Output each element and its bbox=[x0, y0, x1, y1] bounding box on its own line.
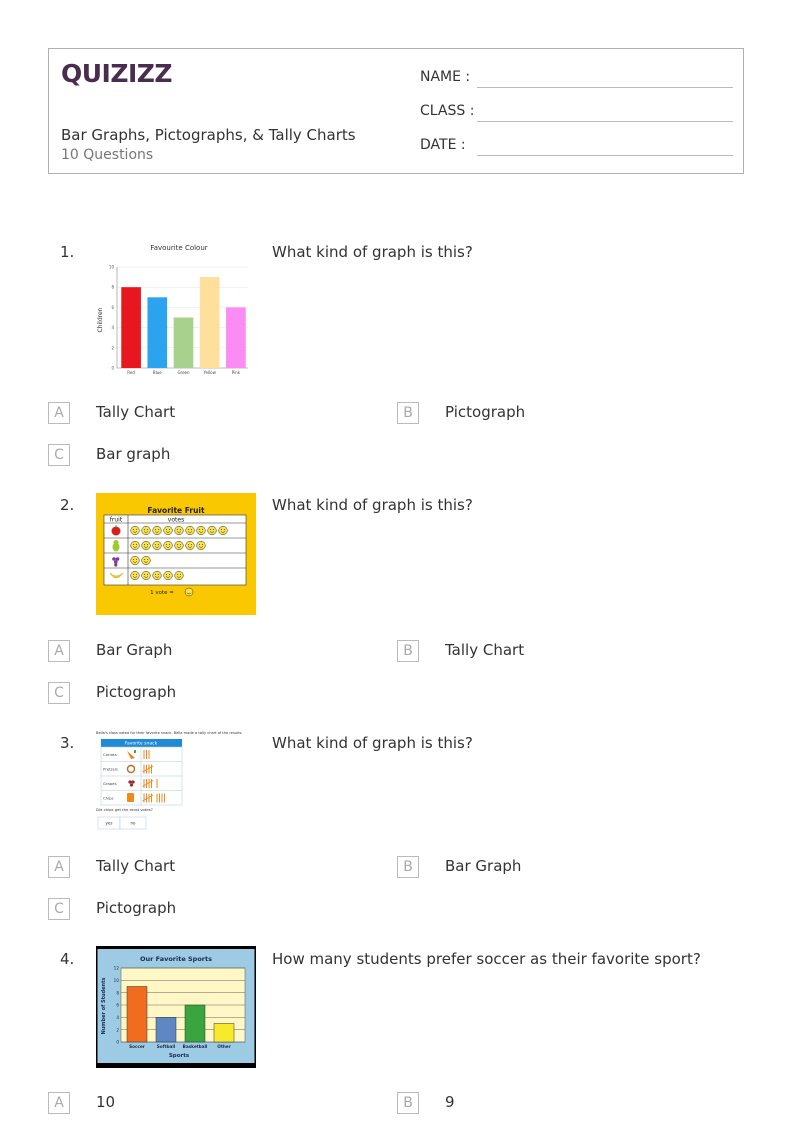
smiley-pear bbox=[164, 541, 173, 550]
name-label: NAME : bbox=[420, 69, 471, 85]
smiley-banana bbox=[142, 571, 151, 580]
chart-title: Favourite Colour bbox=[150, 244, 208, 252]
option-text: Tally Chart bbox=[96, 857, 176, 875]
option-text: Bar Graph bbox=[96, 641, 173, 659]
snack-label: Pretzels bbox=[103, 766, 118, 772]
fruit-column-header: fruit bbox=[109, 516, 123, 524]
option-letter: C bbox=[48, 444, 70, 466]
y-tick-label: 6 bbox=[111, 304, 114, 310]
y-tick-label: 0 bbox=[111, 365, 114, 371]
smiley-pear bbox=[142, 541, 151, 550]
bar-other bbox=[214, 1024, 234, 1043]
x-tick-label: Pink bbox=[231, 370, 241, 375]
chart-our-favorite-sports bbox=[96, 946, 256, 1068]
option-letter: C bbox=[48, 682, 70, 704]
option-text: Tally Chart bbox=[96, 403, 176, 421]
option-letter: B bbox=[397, 402, 419, 424]
bar-yellow bbox=[200, 277, 220, 368]
tally-caption: Bella's class voted for their favorite snack. Bella made a tally chart of the results. bbox=[96, 731, 243, 735]
snack-label: Chips bbox=[103, 795, 114, 801]
question-number: 2. bbox=[60, 496, 75, 514]
pictograph-favorite-fruit bbox=[96, 493, 256, 615]
y-tick-label: 12 bbox=[113, 965, 119, 971]
bar-pink bbox=[226, 307, 246, 368]
option-text: Pictograph bbox=[96, 899, 177, 917]
smiley-apple bbox=[197, 526, 206, 535]
snack-label: Grapes bbox=[103, 781, 117, 786]
question-text: What kind of graph is this? bbox=[272, 734, 473, 752]
smiley-pear bbox=[131, 541, 140, 550]
bar-red bbox=[121, 287, 141, 368]
question-number: 4. bbox=[60, 950, 75, 968]
option-letter: B bbox=[397, 1092, 419, 1114]
answer-no: no bbox=[130, 820, 136, 826]
y-tick-label: 6 bbox=[116, 1002, 119, 1008]
smiley-apple bbox=[153, 526, 162, 535]
option-text: 10 bbox=[96, 1093, 116, 1111]
tally-question: Did chips get the most votes? bbox=[96, 807, 153, 812]
option-letter: A bbox=[48, 640, 70, 662]
option-letter: A bbox=[48, 1092, 70, 1114]
option-text: Pictograph bbox=[96, 683, 177, 701]
smiley-banana bbox=[175, 571, 184, 580]
y-tick-label: 2 bbox=[116, 1027, 119, 1033]
smiley-pear bbox=[153, 541, 162, 550]
snack-label: Carrots bbox=[103, 752, 117, 757]
bar-green bbox=[174, 318, 194, 369]
smiley-apple bbox=[186, 526, 195, 535]
question-number: 3. bbox=[60, 734, 75, 752]
date-label: DATE : bbox=[420, 137, 466, 153]
smiley-apple bbox=[142, 526, 151, 535]
x-tick-label: Green bbox=[177, 370, 190, 375]
bar-softball bbox=[156, 1017, 176, 1042]
y-tick-label: 0 bbox=[116, 1039, 119, 1045]
pictograph-title: Favorite Fruit bbox=[147, 506, 205, 515]
class-label: CLASS : bbox=[420, 103, 475, 119]
smiley-grapes bbox=[142, 556, 151, 565]
question-text: What kind of graph is this? bbox=[272, 243, 473, 261]
y-axis-label: Number of Students bbox=[101, 977, 107, 1035]
date-line bbox=[477, 155, 733, 156]
y-tick-label: 10 bbox=[108, 264, 114, 270]
bar-basketball bbox=[185, 1005, 205, 1042]
option-text: 9 bbox=[445, 1093, 455, 1111]
y-tick-label: 8 bbox=[111, 284, 114, 290]
x-tick-label: Basketball bbox=[182, 1044, 208, 1049]
x-axis-label: Sports bbox=[168, 1053, 190, 1059]
x-tick-label: Softball bbox=[156, 1044, 176, 1049]
question-text: What kind of graph is this? bbox=[272, 496, 473, 514]
smiley-apple bbox=[164, 526, 173, 535]
bar-blue bbox=[147, 297, 167, 368]
y-tick-label: 8 bbox=[116, 990, 119, 996]
x-tick-label: Other bbox=[217, 1044, 231, 1049]
quizizz-logo: QUIZIZZ bbox=[61, 59, 173, 88]
question-number: 1. bbox=[60, 243, 75, 261]
class-line bbox=[477, 121, 733, 122]
votes-column-header: votes bbox=[167, 516, 185, 524]
y-tick-label: 10 bbox=[113, 977, 119, 983]
smiley-apple bbox=[219, 526, 228, 535]
chips-icon bbox=[127, 793, 134, 802]
option-letter: C bbox=[48, 898, 70, 920]
smiley-banana bbox=[164, 571, 173, 580]
smiley-apple bbox=[131, 526, 140, 535]
x-tick-label: Red bbox=[127, 370, 135, 375]
smiley-banana bbox=[153, 571, 162, 580]
option-text: Bar Graph bbox=[445, 857, 522, 875]
question-text: How many students prefer soccer as their favorite sport? bbox=[272, 950, 701, 968]
smiley-apple bbox=[175, 526, 184, 535]
x-tick-label: Blue bbox=[152, 370, 162, 375]
bar-soccer bbox=[127, 987, 147, 1043]
smiley-icon bbox=[185, 588, 193, 596]
tally-chart-favorite-snack bbox=[96, 729, 258, 833]
option-letter: B bbox=[397, 640, 419, 662]
answer-yes: yes bbox=[105, 820, 113, 826]
chart-title: Our Favorite Sports bbox=[140, 955, 212, 963]
y-tick-label: 2 bbox=[111, 345, 114, 351]
smiley-pear bbox=[186, 541, 195, 550]
smiley-banana bbox=[131, 571, 140, 580]
smiley-pear bbox=[197, 541, 206, 550]
option-letter: A bbox=[48, 856, 70, 878]
chart-favourite-colour bbox=[96, 240, 256, 378]
y-tick-label: 4 bbox=[116, 1014, 119, 1020]
smiley-grapes bbox=[131, 556, 140, 565]
option-letter: B bbox=[397, 856, 419, 878]
tally-header: Favorite snack bbox=[124, 741, 158, 747]
option-text: Bar graph bbox=[96, 445, 171, 463]
worksheet-header bbox=[48, 48, 744, 174]
x-tick-label: Yellow bbox=[203, 370, 216, 375]
y-axis-label: Children bbox=[97, 307, 104, 333]
pictograph-key: 1 vote = bbox=[150, 590, 174, 596]
smiley-apple bbox=[208, 526, 217, 535]
option-text: Tally Chart bbox=[445, 641, 525, 659]
question-count: 10 Questions bbox=[61, 147, 154, 163]
option-text: Pictograph bbox=[445, 403, 526, 421]
y-tick-label: 4 bbox=[111, 325, 114, 331]
smiley-pear bbox=[175, 541, 184, 550]
name-line bbox=[477, 87, 733, 88]
x-tick-label: Soccer bbox=[129, 1044, 145, 1049]
worksheet-title: Bar Graphs, Pictographs, & Tally Charts bbox=[61, 126, 356, 144]
option-letter: A bbox=[48, 402, 70, 424]
